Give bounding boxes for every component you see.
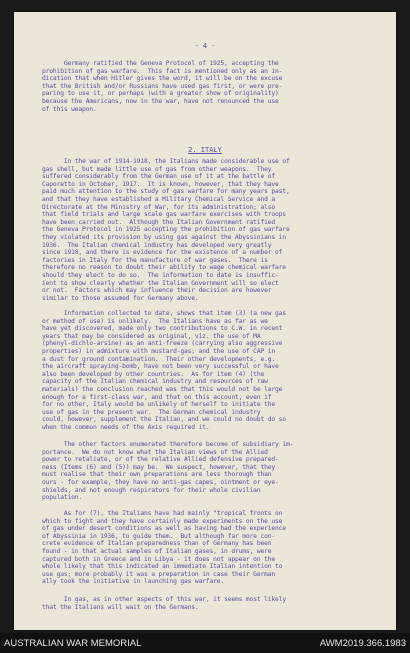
page-number: - 4 - [194,42,216,50]
intro-paragraph: Germany ratified the Geneva Protocol of 1925, accepting the prohibition of gas warfare. This fact is mentioned only as an in- dication that when Hitler gives the word, it will be on the excuse that the British and/or Russians have used gas first, or were pre- paring to use it, or perhaps (with a greater show of originality) because the Americans, now in the war, have not renounced the use of this weapon. [42,60,283,113]
paragraph-5: In gas, as in other aspects of this war, it seems most likely that the Italians will wait on the Germans. [42,596,286,611]
footer-accession-number: AWM2019.366.1983 [319,638,406,649]
paragraph-1: In the war of 1914-1918, the Italians made considerable use of gas shell, but made little use of gas from other weapons. They suffered considerably from the German use of it at the battle of Caporetto in October, 1917. It is known, however, that they have paid much attention to the study of gas warfare for many years past, and that they have established a Military Chemical Service and a Directorate at the Ministry of War, for its administration; also that field trials and large scale gas warfare exercises with troops have been carried out. Although the Italian Government ratified the Geneva Protocol in 1925 accepting the prohibition of gas warfare they violated its provision by using gas against the Abyssinians in 1936. The Italian chemical industry has developed very greatly since 1918, and there is evidence for the existence of a number of factories in Italy for the manufacture of war gases. There is therefore no reason to doubt their ability to wage chemical warfare should they elect to do so. The information to date is insuffic- ient to show clearly whether the Italian Government will so elect or not. Factors which may influence their decision are however similar to those assumed for Germany above. [42,158,290,302]
section-heading: 2. ITALY [188,146,222,154]
document-page [14,12,396,630]
paragraph-3: The other factors enumerated therefore become of subsidiary im- portance. We do not know what the Italian views of the Allied power to retaliate, or of the relative Allied defensive prepared- ness (Items (6) and (5)) may be. We suspect, however, that they must realise that their own preparations are less thorough than ours - for example, they have no anti-gas capes, ointment or eye- shields, and not enough respirators for their whole civilian population. [42,441,294,502]
footer-source-label: AUSTRALIAN WAR MEMORIAL [4,638,142,649]
footer-bar [0,633,410,653]
paragraph-2: Information collected to date, shows that item (3) (a new gas or method of use) is unlikely. The Italians have as far as we have yet discovered, made only two contributions to C.W. in recent years that may be considered as original, viz. the use of MA (phenyl-dichlo-arsine) as an anti-freeze (carrying also aggressive properties) in admixture with mustard-gas; and the use of CAP in a dust for ground contamination. Their other developments, e.g. the aircraft spraying-bomb, have not been very successful or have also been developed by other countries. As for item (4) (the capacity of the Italian chemical industry and resources of raw materials) the conclusion reached was that this would not be large enough for a first-class war, and that on this account, even if for no other, Italy would be unlikely of herself to initiate the use of gas in the present war. The German chemical industry could, however, supplement the Italian, and we could no doubt do so when the common needs of the Axis required it. [42,310,286,431]
paragraph-4: As for (7), the Italians have had mainly "tropical fronts on which to fight and they have certainly made experiments on the use of gas under desert conditions as well as having had the experience of Abyssinia in 1936, to guide them. But although far more con- crete evidence of Italian preparedness than of Germany has been found - in that actual samples of Italian gases, in drums, were captured both in Greece and in Libya - it does not appear on the whole likely that this indicated an immediate Italian intention to use gas; more probably it was a preparation in case their German ally took the initiative in launching gas warfare. [42,510,286,586]
